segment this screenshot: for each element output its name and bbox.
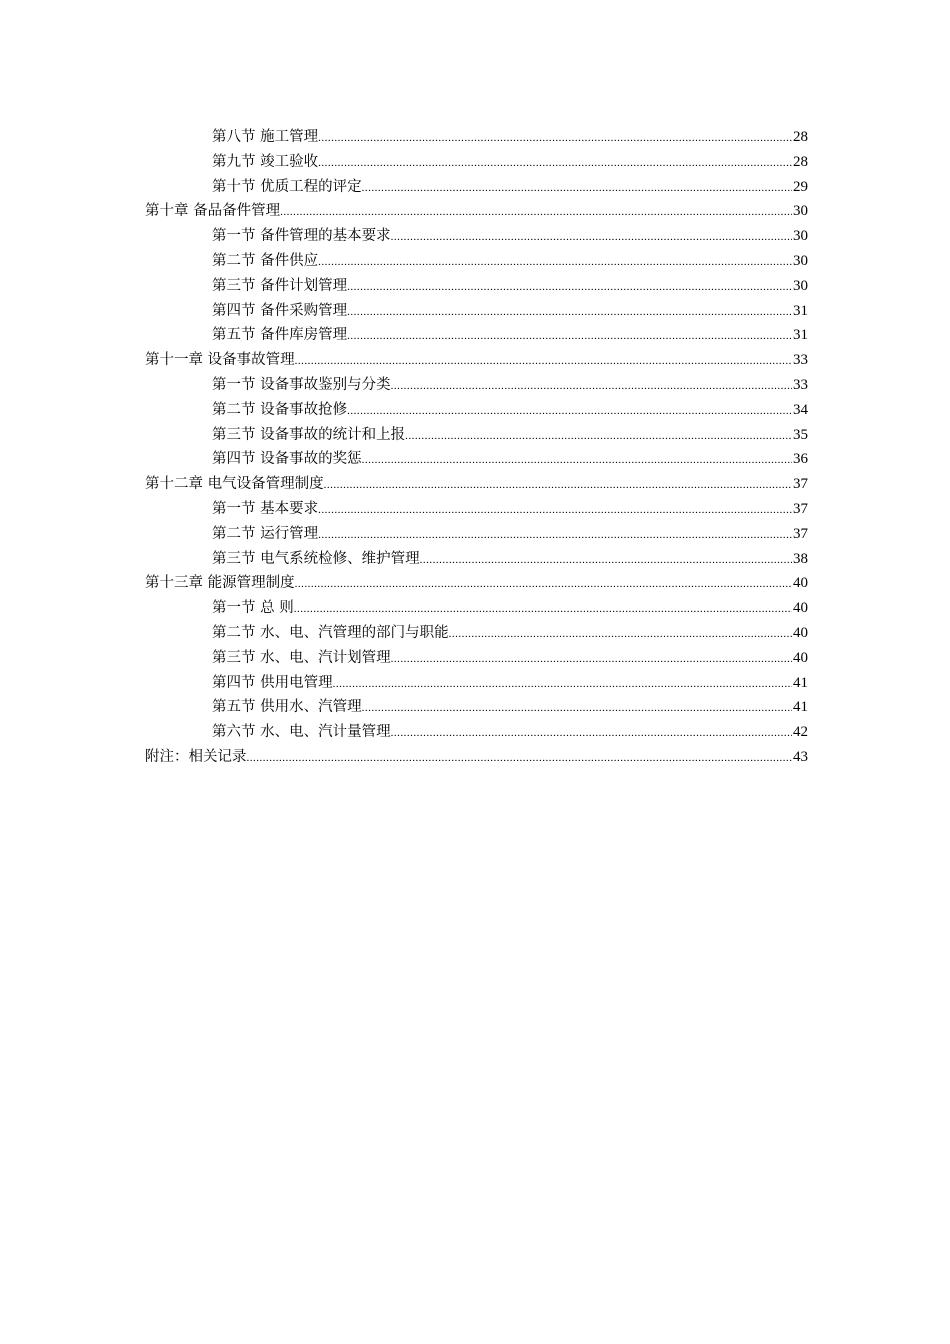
toc-section-entry[interactable] [145,299,808,324]
toc-entry-title: 第九节 竣工验收 [212,153,319,170]
toc-page-number: 38 [793,550,808,567]
toc-page-number: 37 [793,525,808,542]
toc-section-entry[interactable] [145,547,808,572]
toc-dot-leader [318,530,792,541]
toc-dot-leader [347,282,792,293]
toc-dot-leader [362,703,792,714]
toc-entry-title: 第三节 电气系统检修、维护管理 [212,550,420,567]
toc-entry-title: 第一节 基本要求 [212,500,319,517]
toc-entry-title: 第四节 供用电管理 [212,674,333,691]
toc-page-number: 31 [793,302,808,319]
toc-section-entry[interactable] [145,447,808,472]
toc-section-entry[interactable] [145,497,808,522]
toc-page-number: 36 [793,451,808,468]
toc-entry-title: 第一节 备件管理的基本要求 [212,228,391,245]
toc-entry-title: 第五节 备件库房管理 [212,327,348,344]
toc-entry-title: 第五节 供用水、汽管理 [212,699,362,716]
toc-entry-title: 第十一章 设备事故管理 [145,352,295,369]
toc-section-entry[interactable] [145,150,808,175]
toc-dot-leader [391,728,792,739]
toc-page-number: 30 [793,277,808,294]
toc-dot-leader [318,133,792,144]
toc-page-number: 29 [793,178,808,195]
toc-chapter-entry[interactable] [145,199,808,224]
toc-page-number: 28 [793,153,808,170]
toc-section-entry[interactable] [145,596,808,621]
toc-dot-leader [362,183,792,194]
toc-entry-title: 附注：相关记录 [145,748,247,765]
toc-dot-leader [318,505,792,516]
toc-section-entry[interactable] [145,522,808,547]
toc-chapter-entry[interactable] [145,745,808,770]
toc-entry-title: 第八节 施工管理 [212,129,319,145]
toc-entry-title: 第十节 优质工程的评定 [212,178,362,195]
toc-page-number: 40 [793,600,808,617]
toc-dot-leader [318,158,792,169]
toc-entry-title: 第十二章 电气设备管理制度 [145,476,324,493]
toc-page-number: 41 [793,699,808,716]
toc-dot-leader [347,331,792,342]
toc-section-entry[interactable] [145,671,808,696]
toc-entry-title: 第二节 备件供应 [212,252,319,269]
toc-dot-leader [405,431,792,442]
toc-page-number: 37 [793,476,808,493]
toc-page-number: 34 [793,401,808,418]
toc-dot-leader [420,555,792,566]
toc-entry-title: 第十三章 能源管理制度 [145,575,295,592]
toc-page-number: 35 [793,426,808,443]
toc-entry-title: 第十章 备品备件管理 [145,203,281,220]
toc-section-entry[interactable] [145,373,808,398]
toc-entry-title: 第三节 水、电、汽计划管理 [212,649,391,666]
toc-section-entry[interactable] [145,695,808,720]
toc-page-number: 28 [793,129,808,145]
toc-section-entry[interactable] [145,224,808,249]
toc-entry-title: 第三节 设备事故的统计和上报 [212,426,406,443]
toc-page-number: 33 [793,376,808,393]
toc-entry-title: 第二节 水、电、汽管理的部门与职能 [212,624,449,641]
toc-page-number: 33 [793,352,808,369]
toc-page-number: 40 [793,575,808,592]
toc-section-entry[interactable] [145,621,808,646]
toc-dot-leader [391,381,792,392]
toc-dot-leader [362,455,792,466]
toc-entry-title: 第三节 备件计划管理 [212,277,348,294]
toc-section-entry[interactable] [145,423,808,448]
toc-page-number: 41 [793,674,808,691]
toc-entry-title: 第一节 总 则 [212,600,294,617]
toc-dot-leader [333,679,792,690]
toc-entry-title: 第一节 设备事故鉴别与分类 [212,376,391,393]
toc-chapter-entry[interactable] [145,571,808,596]
toc-dot-leader [247,753,793,764]
toc-dot-leader [295,356,792,367]
toc-dot-leader [294,604,792,615]
toc-dot-leader [280,207,792,218]
toc-page-number: 43 [793,748,808,765]
toc-dot-leader [391,232,792,243]
toc-page-number: 37 [793,500,808,517]
toc-dot-leader [324,480,792,491]
toc-page-number: 31 [793,327,808,344]
toc-section-entry[interactable] [145,720,808,745]
toc-entry-title: 第四节 备件采购管理 [212,302,348,319]
toc-page-number: 30 [793,252,808,269]
toc-section-entry[interactable] [145,646,808,671]
toc-page-number: 42 [793,724,808,741]
toc-section-entry[interactable] [145,249,808,274]
toc-page-number: 40 [793,649,808,666]
toc-entry-title: 第六节 水、电、汽计量管理 [212,724,391,741]
toc-page-number: 40 [793,624,808,641]
toc-chapter-entry[interactable] [145,348,808,373]
toc-dot-leader [391,654,792,665]
toc-section-entry[interactable] [145,323,808,348]
table-of-contents [145,125,808,770]
toc-entry-title: 第二节 设备事故抢修 [212,401,348,418]
toc-entry-title: 第四节 设备事故的奖惩 [212,451,362,468]
toc-dot-leader [347,406,792,417]
toc-page-number: 30 [793,228,808,245]
toc-section-entry[interactable] [145,274,808,299]
toc-chapter-entry[interactable] [145,472,808,497]
toc-dot-leader [347,307,792,318]
toc-page-number: 30 [793,203,808,220]
toc-dot-leader [318,257,792,268]
toc-dot-leader [295,579,792,590]
toc-section-entry[interactable] [145,175,808,200]
toc-entry-title: 第二节 运行管理 [212,525,319,542]
toc-section-entry[interactable] [145,125,808,150]
toc-dot-leader [449,629,792,640]
toc-section-entry[interactable] [145,398,808,423]
